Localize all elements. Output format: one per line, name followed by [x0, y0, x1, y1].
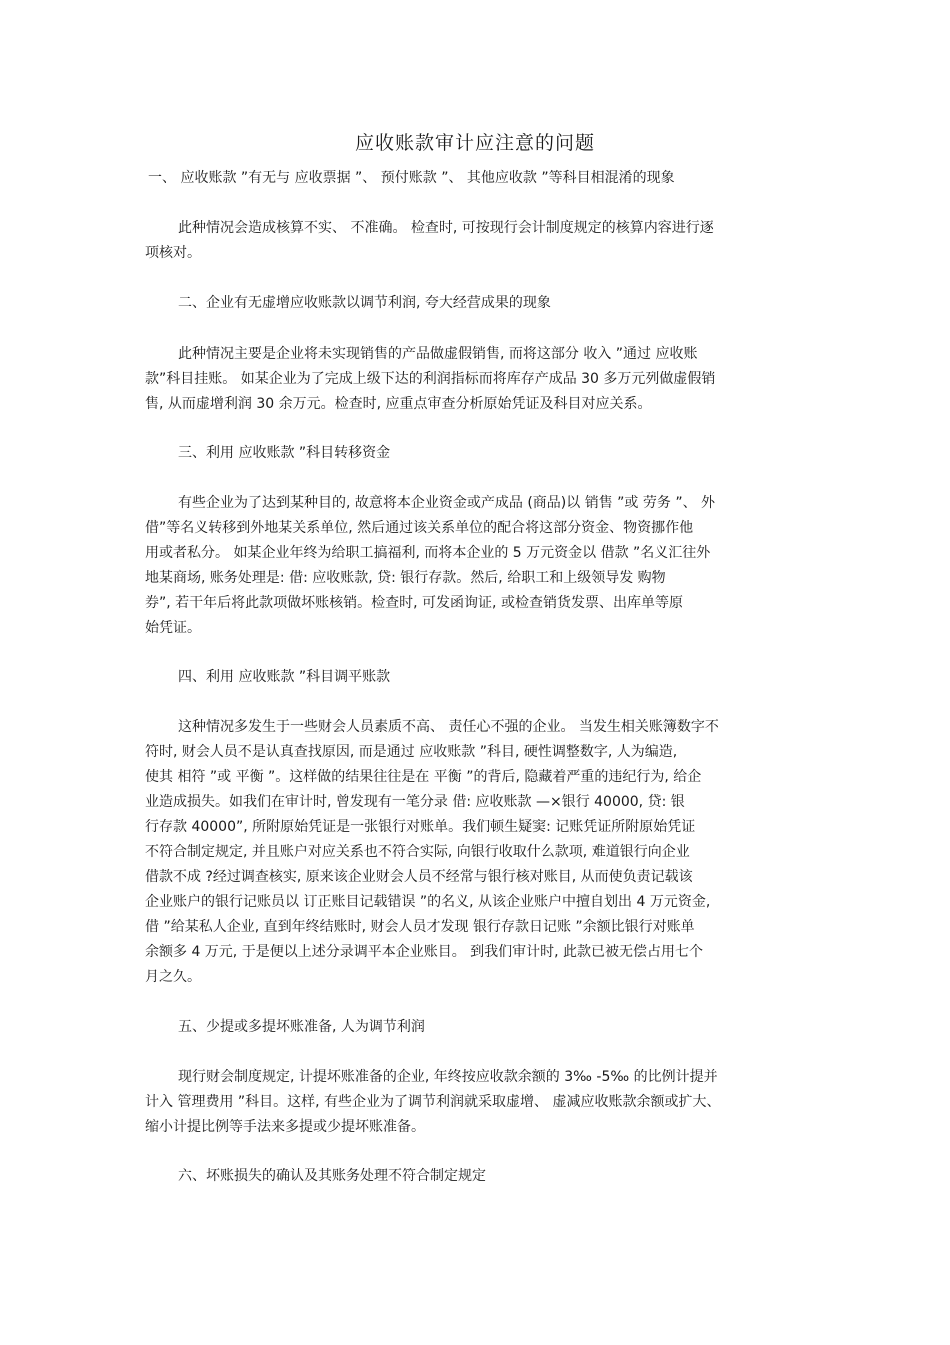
paragraph-line: 企业账户的银行记账员以 订正账目记载错误 ”的名义, 从该企业账户中擅自划出 4 万元资金,: [145, 894, 711, 910]
paragraph-line: 借”等名义转移到外地某关系单位, 然后通过该关系单位的配合将这部分资金、物资挪作他: [145, 520, 694, 536]
paragraph-line: 始凭证。: [145, 620, 201, 636]
paragraph-line: 有些企业为了达到某种目的, 故意将本企业资金或产成品 (商品)以 销售 ”或 劳务 ”、 外: [178, 495, 716, 511]
paragraph-line: 业造成损失。如我们在审计时, 曾发现有一笔分录 借: 应收账款 —×银行 40000, 贷: 银: [145, 794, 685, 810]
paragraph-line: 款”科目挂账。 如某企业为了完成上级下达的利润指标而将库存产成品 30 多万元列做虚假销: [145, 371, 716, 387]
paragraph-line: 这种情况多发生于一些财会人员素质不高、 责任心不强的企业。 当发生相关账簿数字不: [178, 719, 719, 735]
paragraph-line: 项核对。: [145, 245, 201, 261]
paragraph-line: 借 ”给某私人企业, 直到年终结账时, 财会人员才发现 银行存款日记账 ”余额比银行对账单: [145, 919, 695, 935]
paragraph-line: 此种情况主要是企业将未实现销售的产品做虚假销售, 而将这部分 收入 ”通过 应收账: [178, 346, 698, 362]
paragraph-line: 使其 相符 ”或 平衡 ”。这样做的结果往往是在 平衡 ”的背后, 隐藏着严重的违纪行为, 给企: [145, 769, 702, 785]
paragraph-line: 月之久。: [145, 969, 201, 985]
paragraph-line: 缩小计提比例等手法来多提或少提坏账准备。: [145, 1119, 425, 1135]
heading-4: 四、利用 应收账款 ”科目调平账款: [178, 669, 391, 685]
document-title: 应收账款审计应注意的问题: [354, 132, 595, 154]
heading-2: 二、企业有无虚增应收账款以调节利润, 夸大经营成果的现象: [178, 295, 551, 311]
paragraph-line: 用或者私分。 如某企业年终为给职工搞福利, 而将本企业的 5 万元资金以 借款 ”名义汇往外: [145, 545, 711, 561]
paragraph-line: 行存款 40000”, 所附原始凭证是一张银行对账单。我们顿生疑窦: 记账凭证所附原始凭证: [145, 819, 696, 835]
heading-3: 三、利用 应收账款 ”科目转移资金: [178, 445, 391, 461]
heading-5: 五、少提或多提坏账准备, 人为调节利润: [178, 1019, 425, 1035]
paragraph-line: 此种情况会造成核算不实、 不准确。 检查时, 可按现行会计制度规定的核算内容进行逐: [178, 220, 714, 236]
paragraph-line: 余额多 4 万元, 于是便以上述分录调平本企业账目。 到我们审计时, 此款已被无偿占用七个: [145, 944, 704, 960]
heading-6: 六、坏账损失的确认及其账务处理不符合制定规定: [178, 1168, 486, 1184]
paragraph-line: 现行财会制度规定, 计提坏账准备的企业, 年终按应收款余额的 3‰ -5‰ 的比例计提并: [178, 1069, 718, 1085]
heading-1: 一、 应收账款 ”有无与 应收票据 ”、 预付账款 ”、 其他应收款 ”等科目相混淆的现象: [148, 170, 675, 186]
paragraph-line: 售, 从而虚增利润 30 余万元。检查时, 应重点审查分析原始凭证及科目对应关系。: [145, 396, 652, 412]
paragraph-line: 符时, 财会人员不是认真查找原因, 而是通过 应收账款 ”科目, 硬性调整数字, 人为编造,: [145, 744, 678, 760]
paragraph-line: 计入 管理费用 ”科目。这样, 有些企业为了调节利润就采取虚增、 虚减应收账款余额或扩大、: [145, 1094, 721, 1110]
paragraph-line: 不符合制定规定, 并且账户对应关系也不符合实际, 向银行收取什么款项, 难道银行向企业: [145, 844, 690, 860]
paragraph-line: 地某商场, 账务处理是: 借: 应收账款, 贷: 银行存款。然后, 给职工和上级领导发 购物: [145, 570, 666, 586]
paragraph-line: 券”, 若干年后将此款项做坏账核销。检查时, 可发函询证, 或检查销货发票、出库单等原: [145, 595, 683, 611]
paragraph-line: 借款不成 ?经过调查核实, 原来该企业财会人员不经常与银行核对账目, 从而使负责记载该: [145, 869, 693, 885]
